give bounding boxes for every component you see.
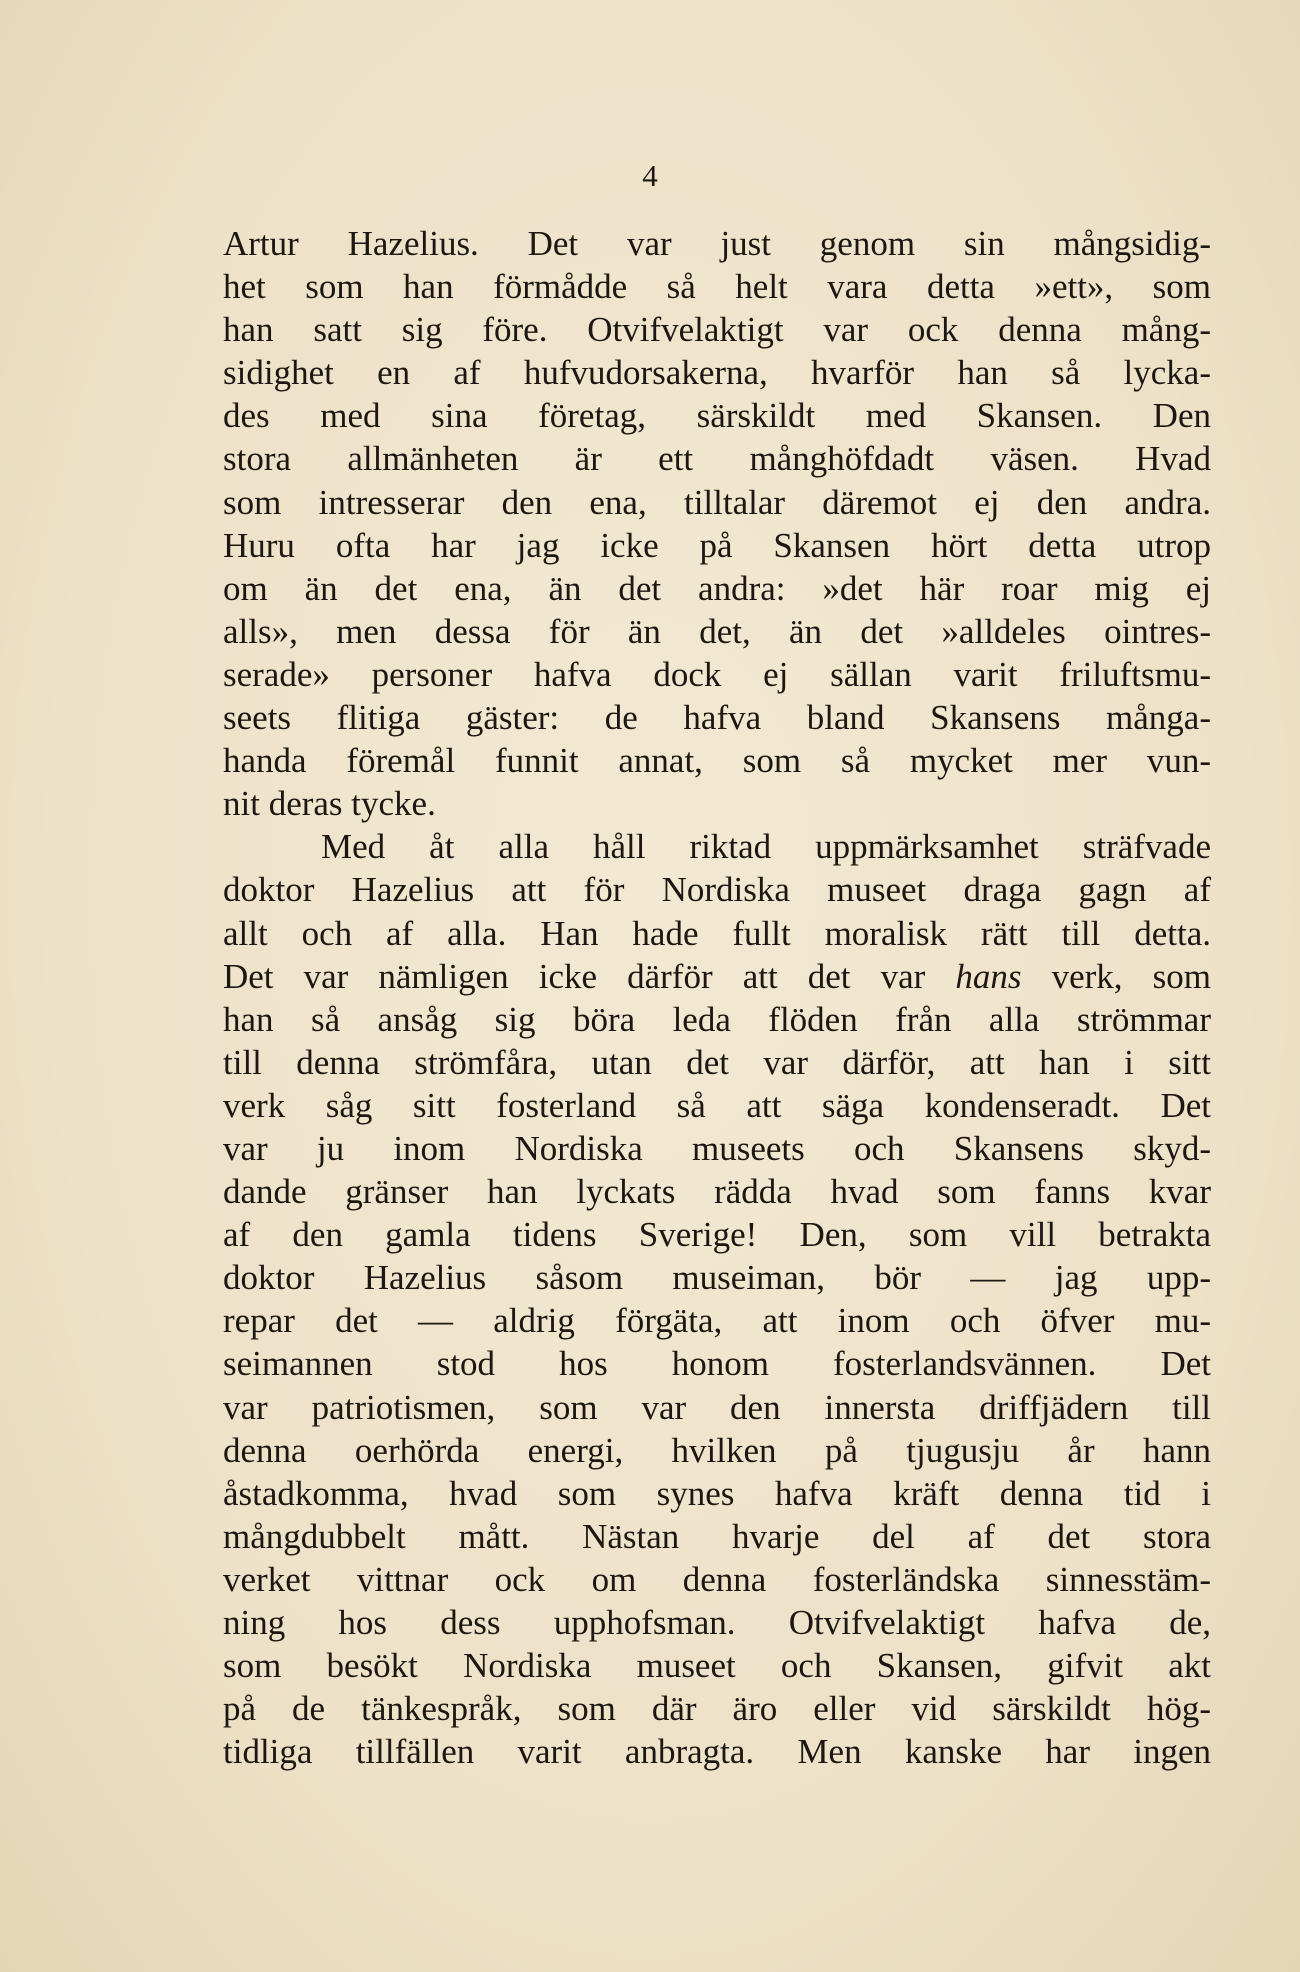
text-line: serade» personer hafva dock ej sällan varit friluftsmu- [223,654,1211,694]
body-text [223,222,1211,1773]
line-text: Det var nämligen icke därför att det var [223,956,956,996]
paragraph-last-line: nit deras tycke. [223,784,436,824]
text-line-with-italic [223,955,1211,998]
text-line: på de tänkespråk, som där äro eller vid särskildt hög- [223,1689,1211,1729]
text-line: verk såg sitt fosterland så att säga kondenseradt. Det [223,1085,1211,1125]
text-line: sidighet en af hufvudorsakerna, hvarför han så lycka- [223,353,1211,393]
text-line: Huru ofta har jag icke på Skansen hört detta utrop [223,525,1211,565]
text-line: till denna strömfåra, utan det var därför, att han i sitt [223,1042,1211,1082]
text-line: som besökt Nordiska museet och Skansen, gifvit akt [223,1646,1211,1686]
text-line: som intresserar den ena, tilltalar däremot ej den andra. [223,482,1211,522]
text-line: doktor Hazelius såsom museiman, bör — jag upp- [223,1258,1211,1298]
italic-word: hans [955,956,1022,996]
page-number: 4 [642,158,658,193]
text-line: alls», men dessa för än det, än det »alldeles ointres- [223,611,1211,651]
text-line: af den gamla tidens Sverige! Den, som vill betrakta [223,1215,1211,1255]
text-line: han så ansåg sig böra leda flöden från alla strömmar [223,999,1211,1039]
text-line: ning hos dess upphofsman. Otvifvelaktigt hafva de, [223,1603,1211,1642]
text-line: denna oerhörda energi, hvilken på tjugusju år hann [223,1430,1211,1470]
text-line: seets flitiga gäster: de hafva bland Skansens många- [223,698,1211,738]
text-line: verket vittnar ock om denna fosterländska sinnesstäm- [223,1559,1211,1599]
text-line: stora allmänheten är ett månghöfdadt väsen. Hvad [223,439,1211,479]
text-line: allt och af alla. Han hade fullt moralisk rätt till detta. [223,913,1211,953]
text-line: het som han förmådde så helt vara detta »ett», som [223,267,1211,307]
text-line: om än det ena, än det andra: »det här roar mig ej [223,568,1211,608]
text-line: åstadkomma, hvad som synes hafva kräft denna tid i [223,1473,1211,1513]
text-line: var patriotismen, som var den innersta driffjädern till [223,1387,1211,1427]
text-line: mångdubbelt mått. Nästan hvarje del af det stora [223,1516,1211,1556]
paragraph-first-line: Med åt alla håll riktad uppmärksamhet sträfvade [321,827,1211,867]
text-line: Artur Hazelius. Det var just genom sin mångsidig- [223,224,1211,263]
text-line: seimannen stod hos honom fosterlandsvännen. Det [223,1344,1211,1384]
text-line: doktor Hazelius att för Nordiska museet draga gagn af [223,870,1211,910]
text-line: handa föremål funnit annat, som så mycket mer vun- [223,741,1211,781]
text-line: des med sina företag, särskildt med Skansen. Den [223,396,1211,436]
text-line: repar det — aldrig förgäta, att inom och öfver mu- [223,1301,1211,1341]
text-line: han satt sig före. Otvifvelaktigt var ock denna mång- [223,310,1211,350]
text-line: var ju inom Nordiska museets och Skansens skyd- [223,1128,1211,1168]
text-line: tidliga tillfällen varit anbragta. Men kanske har ingen [223,1732,1211,1772]
text-line: dande gränser han lyckats rädda hvad som fanns kvar [223,1172,1211,1212]
line-text: verk, som [1021,956,1211,996]
